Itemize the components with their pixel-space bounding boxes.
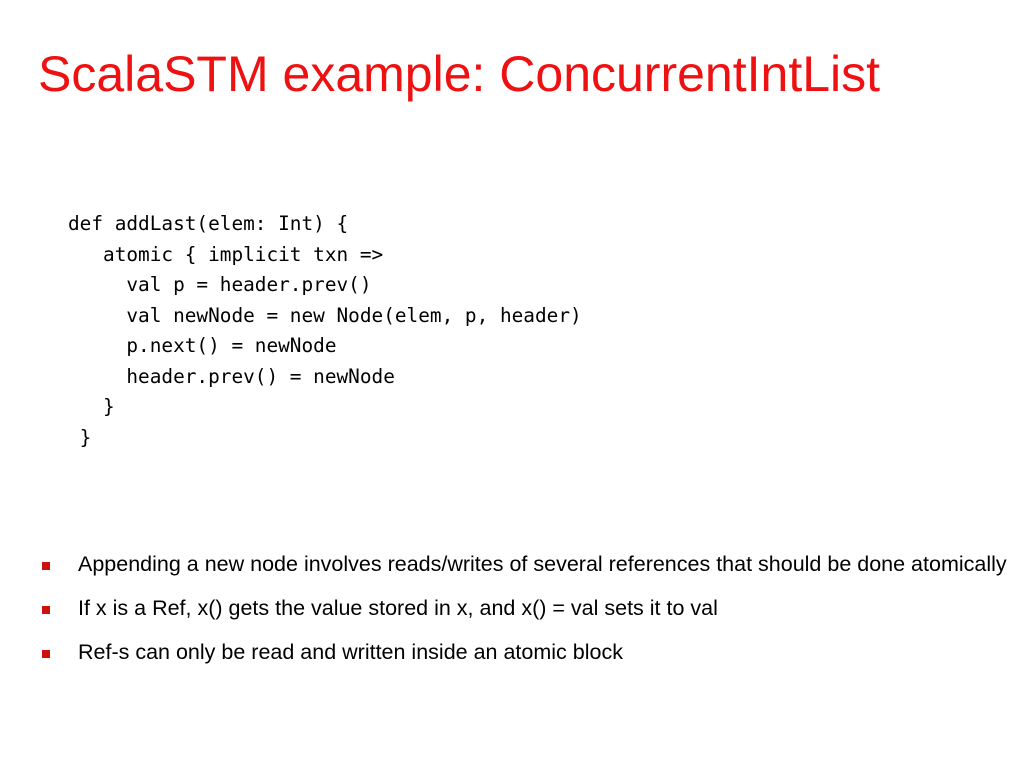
square-bullet-icon (42, 650, 50, 658)
code-line: val newNode = new Node(elem, p, header) (68, 303, 582, 327)
code-block (68, 209, 582, 453)
code-line: header.prev() = newNode (68, 364, 395, 388)
code-line: def addLast(elem: Int) { (68, 212, 349, 235)
code-line: val p = header.prev() (68, 273, 372, 296)
code-line: p.next() = newNode (68, 334, 337, 357)
code-line: atomic { implicit txn => (68, 242, 384, 266)
bullet-item (0, 591, 1024, 625)
square-bullet-icon (42, 562, 50, 570)
square-bullet-icon (42, 606, 50, 614)
bullet-item (0, 635, 1024, 669)
code-line: } (68, 425, 92, 449)
code-line: } (68, 395, 115, 418)
slide-title: ScalaSTM example: ConcurrentIntList (38, 46, 881, 102)
bullet-item (0, 547, 1024, 581)
bullet-text: Ref-s can only be read and written inside an atomic block (78, 640, 623, 664)
bullet-text: Appending a new node involves reads/writes of several references that should be done atomically (78, 552, 1007, 576)
bullet-list (0, 547, 1024, 679)
bullet-text: If x is a Ref, x() gets the value stored in x, and x() = val sets it to val (78, 596, 718, 620)
